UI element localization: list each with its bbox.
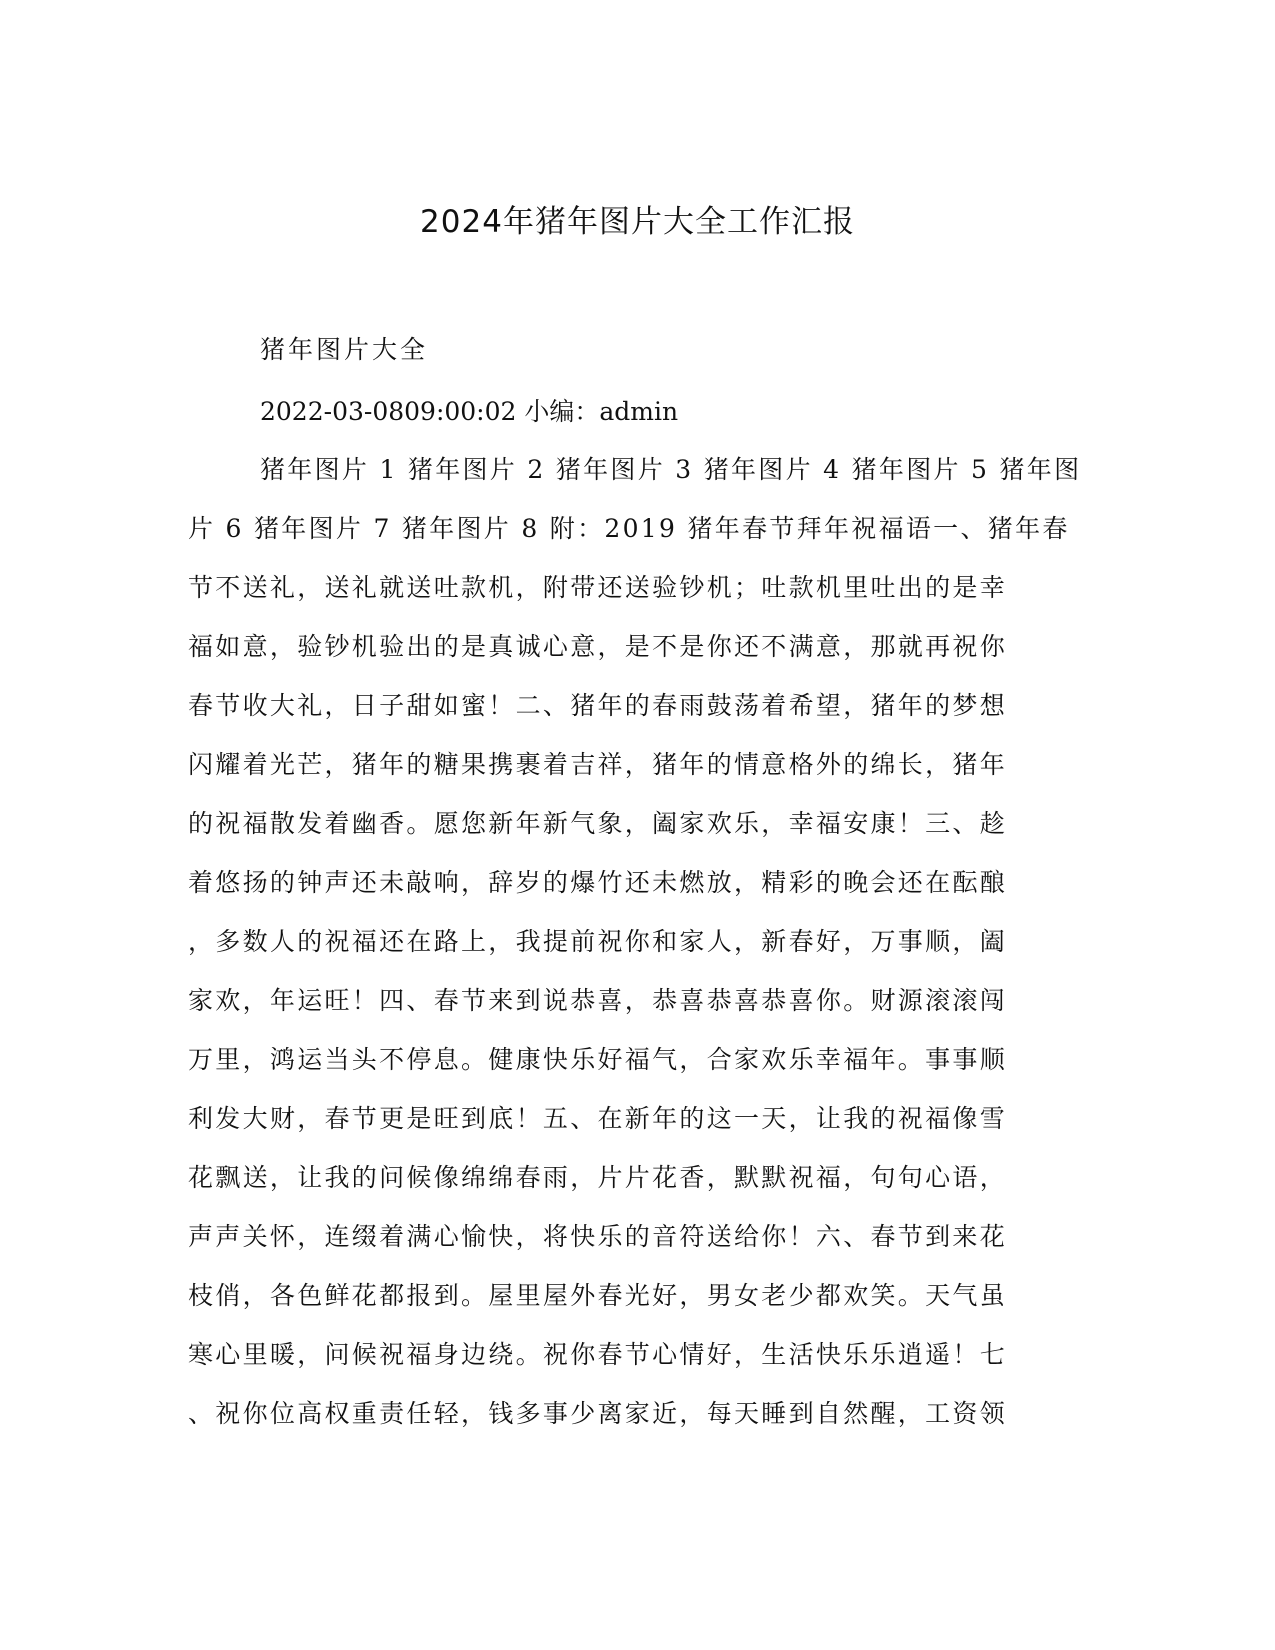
body-line: 春节收大礼，日子甜如蜜！二、猪年的春雨鼓荡着希望，猪年的梦想 (188, 691, 1008, 720)
body-line: 声声关怀，连缀着满心愉快，将快乐的音符送给你！六、春节到来花 (188, 1222, 1008, 1251)
article-meta: 2022-03-0809:00:02 小编：admin (260, 397, 679, 426)
body-line: 寒心里暖，问候祝福身边绕。祝你春节心情好，生活快乐乐逍遥！七 (188, 1340, 1008, 1369)
body-line: 枝俏，各色鲜花都报到。屋里屋外春光好，男女老少都欢笑。天气虽 (188, 1281, 1008, 1310)
body-line: 利发大财，春节更是旺到底！五、在新年的这一天，让我的祝福像雪 (188, 1104, 1008, 1133)
document-title: 2024年猪年图片大全工作汇报 (420, 204, 855, 240)
article-heading: 猪年图片大全 (260, 335, 429, 364)
body-line: 万里，鸿运当头不停息。健康快乐好福气，合家欢乐幸福年。事事顺 (188, 1045, 1008, 1074)
body-line: 节不送礼，送礼就送吐款机，附带还送验钞机；吐款机里吐出的是幸 (188, 573, 1008, 602)
body-line: 家欢，年运旺！四、春节来到说恭喜，恭喜恭喜恭喜你。财源滚滚闯 (188, 986, 1008, 1015)
body-line: 闪耀着光芒，猪年的糖果携裹着吉祥，猪年的情意格外的绵长，猪年 (188, 750, 1008, 779)
body-line: 片 6 猪年图片 7 猪年图片 8 附：2019 猪年春节拜年祝福语一、猪年春 (188, 514, 1070, 543)
body-line: 、祝你位高权重责任轻，钱多事少离家近，每天睡到自然醒，工资领 (188, 1399, 1008, 1428)
body-line: 福如意，验钞机验出的是真诚心意，是不是你还不满意，那就再祝你 (188, 632, 1008, 661)
body-line: 猪年图片 1 猪年图片 2 猪年图片 3 猪年图片 4 猪年图片 5 猪年图 (260, 455, 1082, 484)
body-line: 花飘送，让我的问候像绵绵春雨，片片花香，默默祝福，句句心语， (188, 1163, 1008, 1192)
body-line: 着悠扬的钟声还未敲响，辞岁的爆竹还未燃放，精彩的晚会还在酝酿 (188, 868, 1008, 897)
body-line: ，多数人的祝福还在路上，我提前祝你和家人，新春好，万事顺，阖 (188, 927, 1008, 956)
body-line: 的祝福散发着幽香。愿您新年新气象，阖家欢乐，幸福安康！三、趁 (188, 809, 1008, 838)
